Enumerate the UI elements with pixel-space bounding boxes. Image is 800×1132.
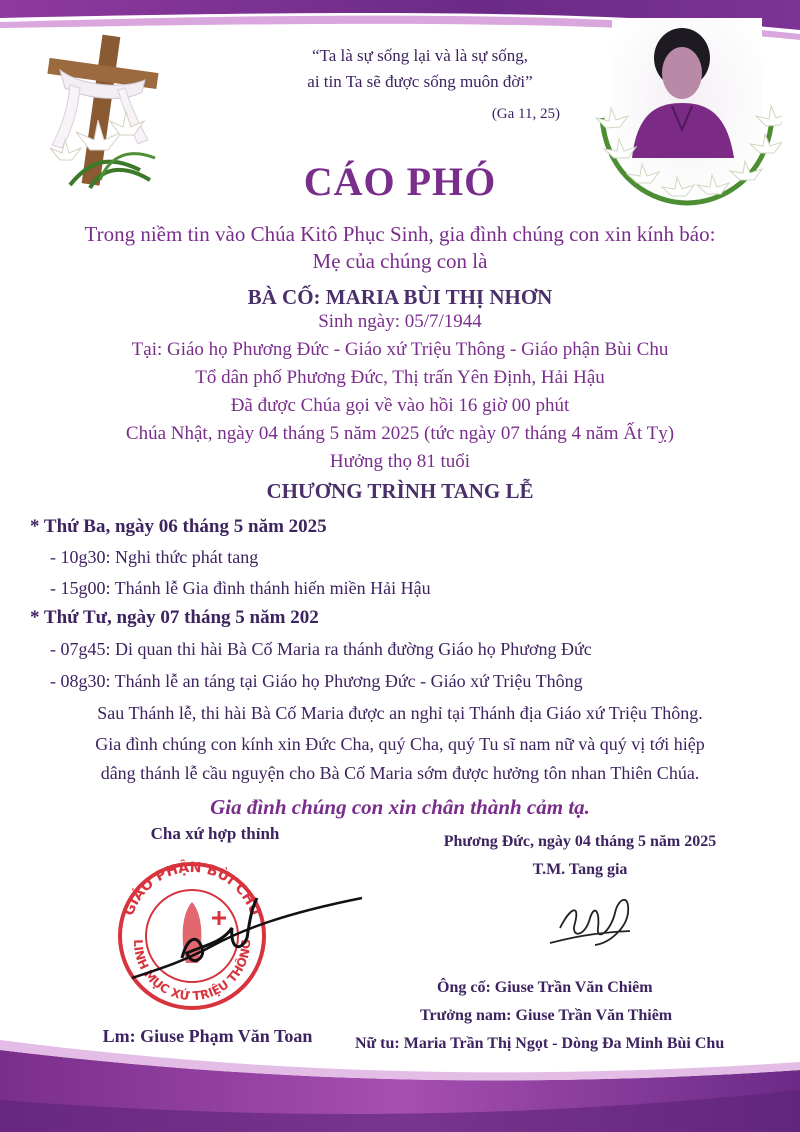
seal-top-text: GIÁO PHẬN BÙI CHU: [121, 859, 263, 918]
death-time: Đã được Chúa gọi về vào hồi 16 giờ 00 phút: [230, 395, 570, 416]
seal-bottom-text: LINH MỤC XỨ TRIỆU THÔNG: [130, 938, 254, 1004]
deceased-name: BÀ CỐ: MARIA BÙI THỊ NHƠN: [247, 285, 553, 309]
eldest-son-line: Trưởng nam: Giuse Trần Văn Thiêm: [420, 1007, 673, 1024]
program-item: - 10g30: Nghi thức phát tang: [50, 547, 259, 567]
priest-heading: Cha xứ hợp thỉnh: [150, 824, 280, 843]
burial-note: Sau Thánh lễ, thi hài Bà Cố Maria được an nghỉ tại Thánh địa Giáo xứ Triệu Thông.: [97, 703, 703, 723]
birth-date: Sinh ngày: 05/7/1944: [318, 311, 482, 332]
family-heading: T.M. Tang gia: [532, 861, 628, 878]
invitation-line-1: Gia đình chúng con kính xin Đức Cha, quý Cha, quý Tu sĩ nam nữ và quý vị tới hiệp: [95, 734, 705, 754]
place-line-2: Tổ dân phố Phương Đức, Thị trấn Yên Định, Hải Hậu: [195, 367, 605, 388]
death-date: Chúa Nhật, ngày 04 tháng 5 năm 2025 (tức ngày 07 tháng 4 năm Ất Tỵ): [125, 423, 675, 444]
intro-line-2: Mẹ của chúng con là: [312, 249, 488, 273]
quote-line-2: ai tin Ta sẽ được sống muôn đời”: [307, 72, 533, 91]
priest-name: Lm: Giuse Phạm Văn Toan: [102, 1026, 313, 1046]
place-line-1: Tại: Giáo họ Phương Đức - Giáo xứ Triệu Thông - Giáo phận Bùi Chu: [131, 339, 669, 360]
page-title: CÁO PHÓ: [303, 159, 497, 204]
program-item: - 08g30: Thánh lễ an táng tại Giáo họ Phương Đức - Giáo xứ Triệu Thông: [50, 671, 583, 691]
family-signature: [540, 883, 640, 958]
program-heading: CHƯƠNG TRÌNH TANG LỄ: [266, 479, 534, 503]
sign-date: Phương Đức, ngày 04 tháng 5 năm 2025: [443, 833, 717, 850]
thanks-line: Gia đình chúng con xin chân thành cảm tạ.: [210, 795, 590, 819]
intro-line-1: Trong niềm tin vào Chúa Kitô Phục Sinh, gia đình chúng con xin kính báo:: [84, 222, 716, 246]
quote-line-1: “Ta là sự sống lại và là sự sống,: [311, 46, 528, 65]
nun-line: Nữ tu: Maria Trần Thị Ngọt - Dòng Đa Minh Bùi Chu: [355, 1035, 725, 1052]
program-item: - 15g00: Thánh lễ Gia đình thánh hiến miền Hải Hậu: [50, 578, 431, 598]
invitation-line-2: dâng thánh lễ cầu nguyện cho Bà Cố Maria sớm được hưởng tôn nhan Thiên Chúa.: [100, 763, 700, 783]
quote-reference: (Ga 11, 25): [491, 106, 560, 122]
parish-seal-stamp: [112, 858, 372, 1010]
program-day-1: * Thứ Ba, ngày 06 tháng 5 năm 2025: [30, 516, 327, 537]
program-day-2: * Thứ Tư, ngày 07 tháng 5 năm 202: [30, 607, 319, 628]
program-item: - 07g45: Di quan thi hài Bà Cố Maria ra thánh đường Giáo họ Phương Đức: [50, 639, 592, 659]
father-line: Ông cố: Giuse Trần Văn Chiêm: [437, 979, 653, 996]
age-line: Hưởng thọ 81 tuổi: [329, 451, 471, 472]
